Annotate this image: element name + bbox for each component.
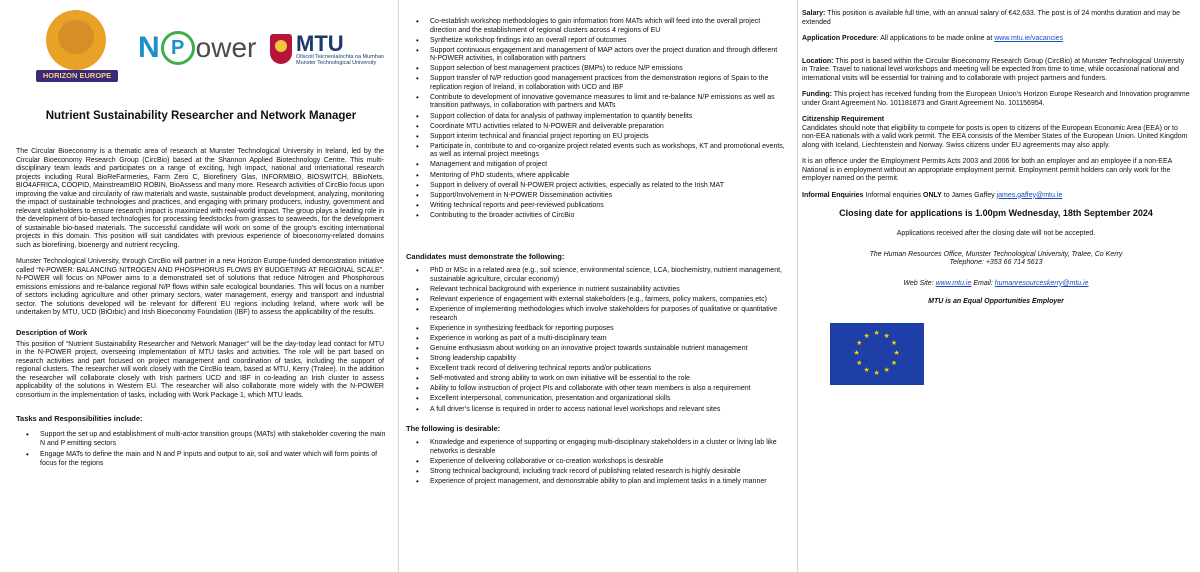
horizon-europe-label: HORIZON EUROPE (36, 70, 118, 82)
list-item: • Support in delivery of overall N-POWER project activities, especially as related to the Irish MAT (406, 182, 786, 191)
mtu-shield-icon (270, 34, 292, 64)
funding-paragraph (802, 91, 1190, 108)
list-item: • Experience of delivering collaborative or co-creation workshops is desirable (406, 458, 786, 467)
website-link[interactable]: www.mtu.ie (935, 279, 972, 287)
tasks-list (16, 431, 398, 468)
intro-paragraph-1: The Circular Bioeconomy is a thematic area of research at Munster Technological University in Ireland, led by the Circular Bioeconomy Research Group (CircBio) based at the Shannon Applied Biotechnology Centre. This multi-disciplinary team leads and participates on a range of exciting, high impact, national and international research projects including Rural BioReFarmeries, Farm Zero C, Biorefinery Glas, INFORMBIO, BIOSWITCH, BBioNets, BIO4AFRICA, COOPID, MainstreamBIO ROBIN, BioAssess and many more. Research activities of CircBio focus upon improving the value and circularity of raw materials and waste, sustainable product development, analyzing, monitoring the impact of sustainable technologies and practices, and engaging with primary producers, industry, government and relevant stakeholders to ensure research impact is maximized with real-world impact. The group plays a leading role in the development of bio-based technologies for processing feedstocks from grasses to seaweeds, for the development of sustainable bio-based materials. The successful candidate will work on some of the group’s exciting international projects in this domain. This position will suit candidates with previous experience of bioeconomy-related domains such as biorefining, bioenergy and nutrient recycling. (16, 148, 385, 249)
hr-address: The Human Resources Office, Munster Technological University, Tralee, Co Kerry (869, 250, 1123, 258)
list-item: • A full driver’s license is required in order to access national level workshops and relevant sites (406, 406, 786, 415)
vacancies-link[interactable]: www.mtu.ie/vacancies (994, 35, 1064, 42)
mtu-logo-name: MTU (296, 31, 344, 56)
desirable-list (406, 439, 798, 486)
list-item: • Management and mitigation of project (406, 161, 786, 170)
funding-label: Funding: (802, 91, 832, 98)
npower-logo-n: N (138, 31, 160, 64)
eu-star-icon: ★ (883, 367, 890, 375)
procedure-paragraph (802, 35, 1190, 44)
list-item: • Relevant technical background with experience in nutrient sustainability activities (406, 286, 786, 295)
list-item: • Contributing to the broader activities of CircBio (406, 212, 786, 221)
list-item: • Experience of implementing methodologies which involve stakeholders for purposes of qualitative or quantitative research (406, 306, 786, 323)
list-item: • Support interim technical and financial project reporting on EU projects (406, 133, 786, 142)
list-item: • Support selection of best management practices (BMPs) to reduce N/P emissions (406, 65, 786, 74)
description-paragraph: This position of “Nutrient Sustainability Researcher and Network Manager” will be the day-today lead contact for MTU in the N-POWER project, overseeing implementation of MTU tasks and activities. The role will be part based on research activities and part focused on project management and coordination of tasks, including the support of regional clusters. The researcher will work closely with the CircBio team, based at MTU, Kerry (Tralee). In the addition the researcher will collaborate closely with Irish partners UCD and IBF in co-leading an Irish cluster to assess applicability of the solutions in Western EU. The researcher will also collaborate more widely with the N-POWER consortium in the implementation of tasks, including with Work Package 1, which MTU leads. (16, 340, 384, 399)
enquiries-label: Informal Enquiries (802, 191, 864, 199)
npower-logo-p: P (161, 31, 195, 65)
list-item: • Engage MATs to define the main and N and P inputs and output to air, soil and water which will form points of focus for the regions (16, 451, 386, 468)
page-column-3 (798, 0, 1200, 572)
eu-star-icon: ★ (873, 330, 880, 337)
tasks-list-continued (406, 18, 798, 220)
page-title: Nutrient Sustainability Researcher and Network Manager (45, 110, 357, 122)
list-item: • Knowledge and experience of supporting or engaging multi-disciplinary stakeholders in a cluster or living lab like networks is desirable (406, 439, 786, 456)
mtu-logo (270, 31, 384, 66)
list-item: • Support collection of data for analysis of pathway implementation to quantify benefits (406, 113, 786, 122)
requirements-heading: Candidates must demonstrate the following: (406, 252, 565, 262)
list-item: • Support continuous engagement and management of MAP actors over the project duration and through different N-POWER activities, in collaboration with partners (406, 47, 786, 64)
npower-logo (138, 28, 256, 68)
list-item: • PhD or MSc in a related area (e.g., soil science, environmental science, LCA, biochemistry, nutrient management, sustainable agriculture, circular economy) (406, 267, 786, 284)
list-item: • Support/Involvement in N-POWER Dissemination activities (406, 192, 786, 201)
npower-logo-ower: ower (195, 32, 257, 63)
hr-email-link[interactable]: humanresourceskerry@mtu.ie (994, 279, 1089, 287)
list-item: • Relevant experience of engagement with external stakeholders (e.g., farmers, policy makers, companies etc) (406, 296, 786, 305)
eu-star-icon: ★ (883, 332, 890, 340)
horizon-globe-icon (46, 10, 106, 70)
citizenship-heading: Citizenship Requirement (802, 116, 885, 123)
list-item: • Experience in working as part of a multi-disciplinary team (406, 335, 786, 344)
location-text: This post is based within the Circular Bioeconomy Research Group (CircBio) at Munster Technological University in Tralee. Travel to national level workshops and meeting will be expected from time to time, while occasional national and international visits will be essential for training and to collaborate with project partners and funders. (802, 57, 1185, 82)
eu-star-icon: ★ (890, 360, 898, 367)
list-item: • Genuine enthusiasm about working on an innovative project towards sustainable nutrient management (406, 345, 786, 354)
eu-star-icon: ★ (863, 367, 870, 375)
list-item: • Strong technical background, including track record of publishing related research is highly desirable (406, 468, 786, 477)
mtu-logo-english: Munster Technological University (296, 60, 377, 66)
closing-date: Closing date for applications is 1.00pm Wednesday, 18th September 2024 (839, 208, 1153, 218)
location-label: Location: (802, 57, 834, 65)
description-heading: Description of Work (16, 327, 88, 337)
eu-star-icon: ★ (873, 370, 880, 377)
list-item: • Coordinate MTU activities related to N-POWER and deliverable preparation (406, 123, 786, 132)
eu-star-icon: ★ (856, 340, 863, 347)
eu-flag-icon (830, 323, 924, 385)
eu-star-icon: ★ (863, 332, 870, 340)
desirable-heading: The following is desirable: (406, 424, 501, 434)
eu-star-icon: ★ (893, 350, 900, 357)
procedure-text: : All applications to be made online at (876, 35, 995, 42)
enquiries-paragraph: Informal Enquiries Informal enquiries ONLY to James Gaffey james.gaffey@mtu.ie (802, 191, 1063, 199)
list-item: • Support transfer of N/P reduction good management practices from the demonstration regions of Spain to the replication region of Ireland, in collaboration with UCD and IBF (406, 75, 786, 92)
list-item: • Contribute to development of innovative governance measures to limit and re-balance N/P emissions as well as transition pathways, in collaboration with partners and MATs (406, 94, 786, 111)
contact-line: Web Site: www.mtu.ie Email: humanresourceskerry@mtu.ie (903, 279, 1089, 287)
page-column-2 (398, 0, 798, 572)
list-item: • Strong leadership capability (406, 355, 786, 364)
citizenship-paragraph: Candidates should note that eligibility to compete for posts is open to citizens of the European Economic Area (EEA) or to non-EEA nationals with a valid work permit. The EEA consists of the Member States of the European Union. United Kingdom along with Iceland, Liechtenstein and Norway. Swiss citizens under EU agreements may also apply. (802, 124, 1188, 149)
horizon-europe-logo (36, 8, 118, 84)
salary-text: This position is available full time, with an annual salary of €42,633. The post is of 24 months duration and may be extended (802, 10, 1180, 26)
requirements-list (406, 267, 798, 414)
salary-label: Salary: (802, 10, 826, 17)
eu-star-icon: ★ (856, 360, 863, 367)
page-column-1 (0, 0, 398, 572)
list-item: • Synthetize workshop findings into an overall report of outcomes (406, 37, 786, 46)
list-item: • Participate in, contribute to and co-organize project related events such as workshops, KT and promotional events, as well as internal project meetings (406, 143, 786, 160)
intro-paragraph-2: Munster Technological University, through CircBio will partner in a new Horizon Europe-funded demonstration initiative called “N-POWER: BALANCING NITROGEN AND PHOSPHORUS FLOWS BY BUDGETING AT REGIONAL SCALE”. N-POWER will focus on NPower aims to a demonstrated set of solutions that reduce Nitrogen and Phosphorous emissions emissions and re-balance regional N/P flows within safe ecological boundaries. This will focus on a number of sectors including agriculture and other primary sectors, water management, energy and transport and industrial sector. The solutions developed will be relevant for different EU regions including Ireland, where work will be undertaken by MTU, UCD (BiOrbic) and Irish Bioeconomy Foundation (IBF) to assess the applicability of the results. (16, 258, 384, 316)
equal-opportunities: MTU is an Equal Opportunities Employer (928, 298, 1064, 305)
eu-star-icon: ★ (853, 350, 860, 357)
salary-paragraph (802, 10, 1190, 27)
location-paragraph (802, 58, 1190, 84)
list-item: • Co-establish workshop methodologies to gain information from MATs which will feed into the overall project direction and the establishment of regional clusters across 4 regions of EU (406, 18, 786, 35)
tasks-heading: Tasks and Responsibilities include: (16, 414, 143, 423)
list-item: • Experience of project management, and demonstrable ability to plan and implement tasks in a timely manner (406, 478, 786, 487)
list-item: • Experience in synthesizing feedback for reporting purposes (406, 325, 786, 334)
late-applications-note: Applications received after the closing date will not be accepted. (896, 230, 1096, 237)
logo-bar (16, 0, 396, 84)
list-item: • Excellent interpersonal, communication, presentation and organizational skills (406, 395, 786, 404)
list-item: • Mentoring of PhD students, where applicable (406, 172, 786, 181)
list-item: • Excellent track record of delivering technical reports and/or publications (406, 365, 786, 374)
enquiries-email-link[interactable]: james.gaffey@mtu.ie (996, 191, 1063, 199)
eu-star-icon: ★ (890, 340, 898, 347)
list-item: • Writing technical reports and peer-reviewed publications (406, 202, 786, 211)
permit-paragraph: It is an offence under the Employment Permits Acts 2003 and 2006 for both an employer and an employee if a non-EEA National is in employment without an appropriate employment permit. Employment permit holders can only work for the employer named on the permit. (802, 158, 1172, 182)
funding-text: This project has received funding from the European Union’s Horizon Europe Research and Innovation programme under Grant Agreement No. 101181873 and Grant Agreement No. 101156954. (802, 91, 1190, 107)
procedure-label: Application Procedure (802, 35, 877, 42)
mtu-logo-irish: Ollscoil Teicneolaíochta na Mumhan (296, 54, 384, 60)
list-item: • Self-motivated and strong ability to work on own initiative will be essential to the role (406, 375, 786, 384)
hr-telephone: Telephone: +353 66 714 5613 (949, 259, 1043, 266)
list-item: • Support the set up and establishment of multi-actor transition groups (MATs) with stakeholder covering the main N and P emitting sectors (16, 431, 386, 448)
list-item: • Ability to follow instruction of project PIs and collaborate with other team members is also a requirement (406, 385, 786, 394)
